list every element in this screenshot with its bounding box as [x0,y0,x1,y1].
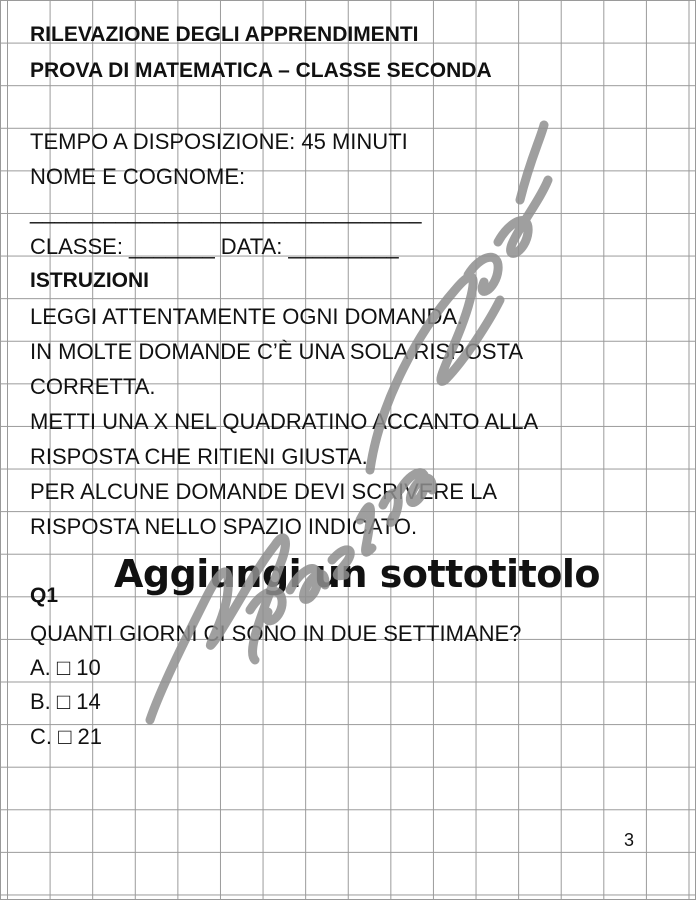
doc-title-line1: RILEVAZIONE DEGLI APPRENDIMENTI [30,23,419,46]
instruction-line: RISPOSTA NELLO SPAZIO INDICATO. [30,514,418,539]
question-number: Q1 [30,584,59,607]
name-label: NOME E COGNOME: [30,164,246,189]
instruction-line: RISPOSTA CHE RITIENI GIUSTA. [30,444,368,469]
question-text: QUANTI GIORNI CI SONO IN DUE SETTIMANE? [30,621,522,646]
instruction-line: PER ALCUNE DOMANDE DEVI SCRIVERE LA [30,479,498,504]
instructions-heading: ISTRUZIONI [30,269,149,292]
instruction-line: LEGGI ATTENTAMENTE OGNI DOMANDA. [30,304,464,329]
instruction-line: METTI UNA X NEL QUADRATINO ACCANTO ALLA [30,409,539,434]
answer-option-a[interactable]: A. □ 10 [30,655,101,680]
time-info: TEMPO A DISPOSIZIONE: 45 MINUTI [30,129,408,154]
name-blank-line: ________________________________ [30,199,422,224]
class-date-line: CLASSE: _______ DATA: _________ [30,234,399,259]
subtitle-placeholder[interactable]: Aggiungi un sottotitolo [114,552,600,596]
doc-title-line2: PROVA DI MATEMATICA – CLASSE SECONDA [30,59,492,82]
page-number: 3 [624,830,635,850]
instruction-line: CORRETTA. [30,374,156,399]
answer-option-b[interactable]: B. □ 14 [30,689,101,714]
instruction-line: IN MOLTE DOMANDE C’È UNA SOLA RISPOSTA [30,339,524,364]
answer-option-c[interactable]: C. □ 21 [30,724,102,749]
